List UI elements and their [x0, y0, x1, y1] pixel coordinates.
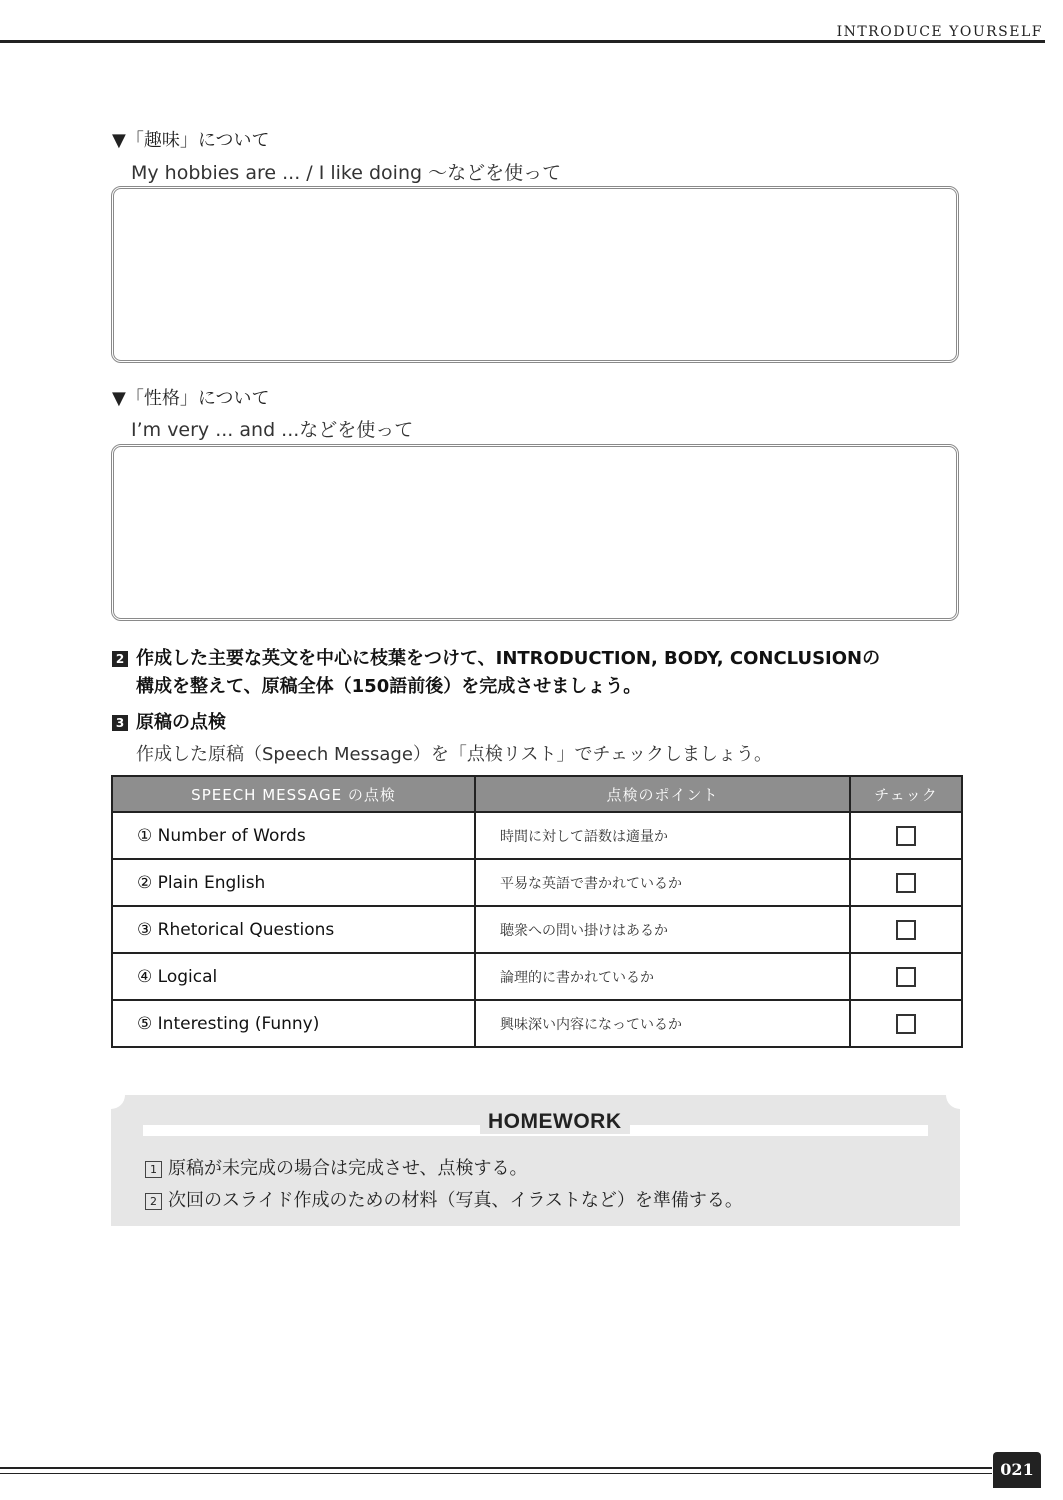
table-row [112, 859, 962, 906]
running-header-title: INTRODUCE YOURSELF [836, 24, 1043, 40]
personality-writing-box[interactable] [111, 444, 959, 621]
checklist-table [111, 775, 963, 1048]
check-cell [850, 906, 962, 953]
checklist-header-row [112, 776, 962, 812]
item-label: Number of Words [157, 825, 306, 846]
checkbox[interactable] [896, 967, 916, 987]
homework-title: HOMEWORK [480, 1110, 630, 1134]
hobbies-hint: My hobbies are ... / I like doing ～などを使って [131, 162, 562, 184]
item-number: ① [137, 825, 153, 846]
point-cell: 時間に対して語数は適量か [475, 812, 850, 859]
table-row [112, 906, 962, 953]
personality-heading: ▼「性格」について [112, 388, 270, 409]
homework-item [145, 1154, 527, 1180]
table-row [112, 1000, 962, 1047]
item-cell [112, 812, 475, 859]
step3-title: 原稿の点検 [136, 712, 226, 733]
item-number: ② [137, 872, 153, 893]
step3-instruction: 作成した原稿（Speech Message）を「点検リスト」でチェックしましょう。 [136, 744, 773, 765]
homework-item-text: 原稿が未完成の場合は完成させ、点検する。 [168, 1158, 528, 1179]
step2-line1 [112, 644, 880, 670]
step2-text-line2: 構成を整えて、原稿全体（150語前後）を完成させましょう。 [136, 676, 642, 697]
checkbox[interactable] [896, 920, 916, 940]
header-speech-message: SPEECH MESSAGE の点検 [112, 776, 475, 812]
point-cell: 論理的に書かれているか [475, 953, 850, 1000]
step2-number-badge: 2 [112, 651, 128, 667]
item-number: ③ [137, 919, 153, 940]
personality-hint: I’m very ... and ...などを使って [131, 419, 414, 441]
homework-item [145, 1186, 743, 1212]
check-cell [850, 953, 962, 1000]
checkbox[interactable] [896, 826, 916, 846]
item-cell [112, 906, 475, 953]
checkbox[interactable] [896, 1014, 916, 1034]
point-cell: 平易な英語で書かれているか [475, 859, 850, 906]
item-cell [112, 953, 475, 1000]
footer-rule-thin [0, 1473, 992, 1474]
item-label: Interesting (Funny) [157, 1013, 320, 1034]
item-label: Rhetorical Questions [157, 919, 335, 940]
table-row [112, 812, 962, 859]
item-number: ⑤ [137, 1013, 153, 1034]
step2-text-line1: 作成した主要な英文を中心に枝葉をつけて、INTRODUCTION, BODY, CONCLUSIONの [136, 648, 881, 669]
homework-item-number: 1 [145, 1161, 162, 1178]
page-number: 021 [993, 1452, 1041, 1488]
point-cell: 聴衆への問い掛けはあるか [475, 906, 850, 953]
point-cell: 興味深い内容になっているか [475, 1000, 850, 1047]
homework-item-text: 次回のスライド作成のための材料（写真、イラストなど）を準備する。 [168, 1190, 743, 1211]
header-check: チェック [850, 776, 962, 812]
item-number: ④ [137, 966, 153, 987]
item-label: Plain English [157, 872, 266, 893]
item-cell [112, 859, 475, 906]
check-cell [850, 859, 962, 906]
footer-rule [0, 1467, 992, 1469]
check-cell [850, 812, 962, 859]
item-label: Logical [157, 966, 218, 987]
hobbies-heading: ▼「趣味」について [112, 130, 270, 151]
header-check-points: 点検のポイント [475, 776, 850, 812]
homework-item-number: 2 [145, 1193, 162, 1210]
header-rule [0, 40, 1045, 43]
step3-heading [112, 708, 226, 734]
hobbies-writing-box[interactable] [111, 186, 959, 363]
step3-number-badge: 3 [112, 715, 128, 731]
checkbox[interactable] [896, 873, 916, 893]
item-cell [112, 1000, 475, 1047]
table-row [112, 953, 962, 1000]
check-cell [850, 1000, 962, 1047]
